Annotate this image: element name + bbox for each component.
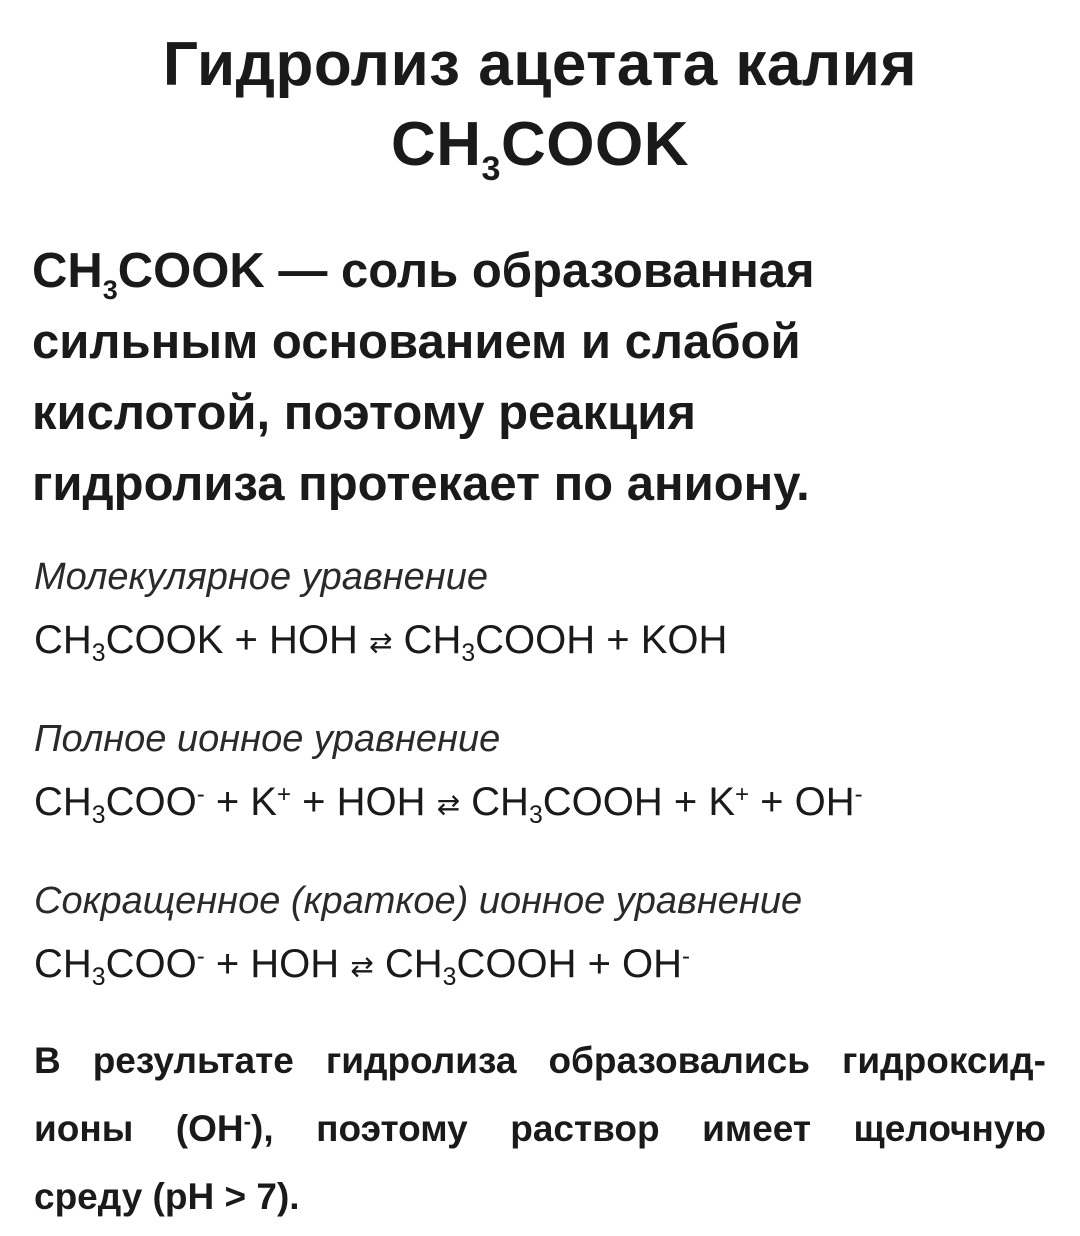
eq-subscript: 3 [91,801,106,829]
conclusion-formula [176,1108,274,1150]
eq-part: CH [460,780,529,824]
eq-part: + HOH [204,942,351,986]
page-title-formula [0,110,1080,189]
eq-part: COO [105,780,197,824]
formula-subscript: 3 [481,150,501,189]
formula-part: CH [32,244,103,298]
conclusion-word: ), [251,1108,274,1149]
eq-part: COOH + OH [456,942,683,986]
conclusion-word: образовались [548,1040,811,1081]
conclusion-word: раствор [510,1108,660,1149]
eq-part: COOK + HOH [105,618,369,662]
full-ionic-equation-caption: Полное ионное уравнение [34,718,501,760]
equilibrium-arrow-icon: ⇄ [368,626,393,658]
eq-part: + OH [749,780,855,824]
formula-subscript: 3 [102,275,118,306]
short-ionic-equation [34,942,691,991]
eq-superscript: - [196,780,205,808]
conclusion-word: (OH [175,1108,244,1149]
intro-line-2: сильным основанием и слабой [32,315,801,369]
eq-part: COOH + K [542,780,735,824]
eq-subscript: 3 [91,963,106,991]
intro-line-1 [32,236,815,307]
intro-line-3: кислотой, поэтому реакция [32,386,696,440]
eq-part: CH [34,780,92,824]
eq-subscript: 3 [461,639,476,667]
conclusion-word: ионы [34,1108,134,1149]
eq-part: CH [392,618,462,662]
eq-subscript: 3 [91,639,106,667]
eq-part: COO [105,942,197,986]
eq-subscript: 3 [442,963,457,991]
eq-superscript: - [243,1108,252,1134]
conclusion-word: гидроксид- [841,1040,1046,1081]
eq-part: CH [34,942,92,986]
conclusion-word: щелочную [853,1108,1046,1149]
formula-part: COOK [501,110,689,179]
conclusion-line-3: среду (pH > 7). [34,1176,300,1217]
eq-superscript: - [854,780,863,808]
page-title: Гидролиз ацетата калия [162,30,918,99]
eq-superscript: - [682,942,691,970]
conclusion-word: результате [92,1040,294,1081]
conclusion-word: поэтому [316,1108,468,1149]
conclusion-line-1 [34,1040,1046,1082]
formula-part: CH [390,110,482,179]
eq-superscript: - [196,942,205,970]
eq-subscript: 3 [528,801,543,829]
eq-part: + HOH [290,780,437,824]
intro-text: COOK — соль образованная [117,244,815,298]
conclusion-word: имеет [702,1108,811,1149]
intro-line-4: гидролиза протекает по аниону. [32,457,810,511]
equilibrium-arrow-icon: ⇄ [350,950,374,982]
eq-part: CH [373,942,443,986]
molecular-equation [34,618,728,667]
conclusion-word: В [34,1040,61,1081]
eq-part: + K [204,780,277,824]
short-ionic-equation-caption: Сокращенное (краткое) ионное уравнение [34,880,803,922]
conclusion-line-2 [34,1108,1046,1150]
conclusion-word: гидролиза [325,1040,517,1081]
full-ionic-equation [34,780,863,829]
eq-superscript: + [735,780,750,808]
molecular-equation-caption: Молекулярное уравнение [34,556,488,598]
equilibrium-arrow-icon: ⇄ [436,788,461,820]
eq-part: CH [34,618,92,662]
eq-part: COOH + KOH [475,618,728,662]
eq-superscript: + [276,780,291,808]
